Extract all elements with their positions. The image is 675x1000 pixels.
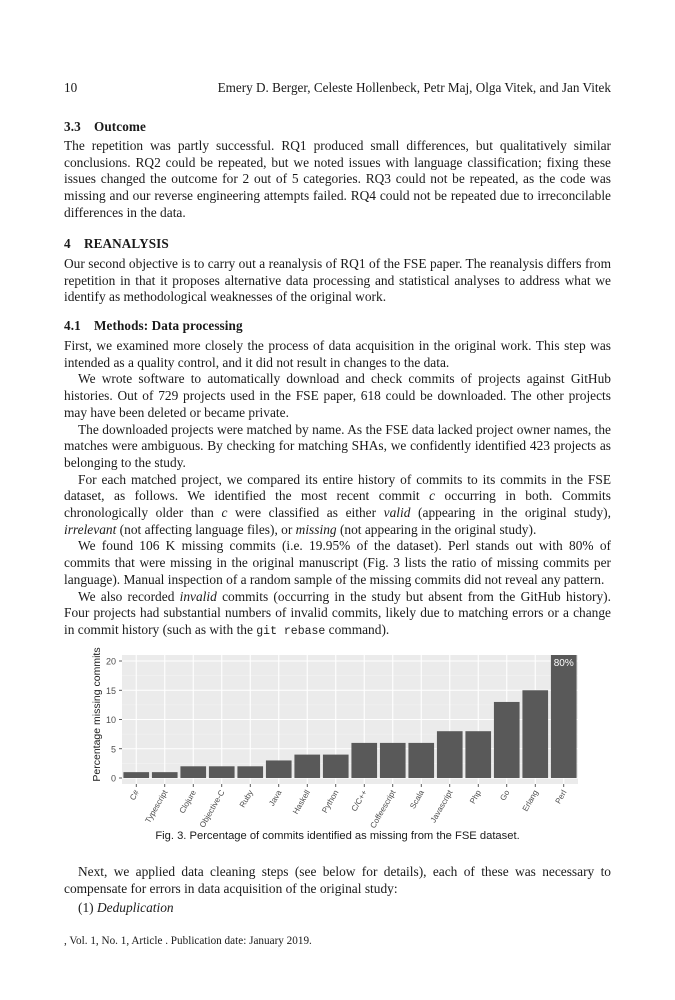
x-tick-label: Erlang (520, 788, 540, 814)
x-tick-label: Typescript (143, 788, 170, 825)
x-tick-label: Perl (553, 788, 569, 806)
y-axis-label: Percentage missing commits (91, 647, 103, 782)
bar (152, 772, 178, 778)
x-tick-label: Coffeescript (368, 788, 398, 830)
x-tick-label: C/C++ (349, 788, 369, 814)
paragraph: For each matched project, we compared its entire history of commits to its commits in the FSE dataset, as follows. We identified the most recent commit c occurring in both. Commits chronologically older than c were classified as either valid (appearing in the original study), irrelevant (not affecting language files), or missing (not appearing in the original study). (64, 471, 611, 537)
paragraph: We wrote software to automatically download and check commits of projects against GitHub histories. Out of 729 projects used in the FSE paper, 618 could be downloaded. The other projects may have been deleted or became private. (64, 371, 611, 420)
figure-caption: Fig. 3. Percentage of commits identified as missing from the FSE dataset. (155, 830, 520, 842)
y-tick-label: 0 (110, 773, 116, 784)
bar (465, 731, 491, 778)
section-methods-data-processing (64, 318, 611, 641)
page-number: 10 (64, 80, 78, 95)
bar (209, 766, 235, 778)
section-heading: 4.1 Methods: Data processing (64, 318, 243, 333)
paragraph: We found 106 K missing commits (i.e. 19.95% of the dataset). Perl stands out with 80% of commits that were missing in the original manuscript (Fig. 3 lists the ratio of missing commits per language). Manual inspection of a random sample of the missing commits did not reveal any pattern. (64, 538, 611, 587)
bar (551, 655, 577, 778)
paragraph: We also recorded invalid commits (occurring in the study but absent from the GitHub history). Four projects had substantial numbers of invalid commits, likely due to matching errors or a change in commit history (such as with the git rebase command). (64, 588, 611, 638)
paragraph: The repetition was partly successful. RQ1 produced small differences, but qualitatively similar conclusions. RQ2 could be repeated, but we noted issues with language classification; fixing these issues changed the outcome for 2 out of 5 categories. RQ3 could not be repeated, as the code was missing and our reverse engineering attempts failed. RQ4 could not be repeated due to irreconcilable differences in the data. (64, 138, 611, 220)
y-tick-label: 5 (110, 744, 116, 755)
x-tick-label: Clojure (177, 788, 198, 815)
paragraph: Our second objective is to carry out a reanalysis of RQ1 of the FSE paper. The reanalysis differs from repetition in that it proposes alternative data processing and statistical analyses to address what we identify as methodological weaknesses of the original work. (64, 256, 611, 305)
paragraph: Next, we applied data cleaning steps (see below for details), each of these was necessary to compensate for errors in data acquisition of the original study: (64, 864, 611, 896)
x-tick-label: Javascript (428, 788, 455, 825)
figure-missing-commits-chart (85, 645, 585, 830)
x-tick-label: Php (468, 788, 483, 806)
x-tick-label: Haskell (291, 788, 312, 816)
paragraph: The downloaded projects were matched by name. As the FSE data lacked project owner names, the matches were ambiguous. By checking for matching SHAs, we confidently identified 423 projects as belonging to the study. (64, 421, 611, 470)
bar (351, 743, 377, 778)
y-tick-label: 15 (105, 685, 116, 696)
bar (237, 766, 263, 778)
bar-chart (85, 645, 585, 830)
bar (123, 772, 149, 778)
bar (522, 690, 548, 778)
y-tick-label: 10 (105, 715, 116, 725)
x-tick-label: Go (498, 788, 512, 803)
section-heading: 4 REANALYSIS (64, 236, 169, 251)
x-tick-label: Scala (408, 788, 426, 811)
bar (323, 755, 349, 778)
x-tick-label: Java (267, 788, 284, 808)
x-tick-label: C# (128, 788, 141, 802)
bar (180, 766, 206, 778)
x-tick-label: Objective-C (197, 788, 227, 830)
section-reanalysis (64, 236, 611, 306)
bar (380, 743, 406, 778)
x-tick-label: Ruby (237, 788, 255, 810)
y-tick-label: 20 (105, 656, 116, 667)
code-snippet: git rebase (256, 624, 326, 638)
bar (494, 702, 520, 778)
bar (266, 760, 292, 778)
author-list: Emery D. Berger, Celeste Hollenbeck, Petr Maj, Olga Vitek, and Jan Vitek (217, 80, 611, 95)
section-after-figure (64, 864, 611, 917)
x-tick-label: Python (320, 788, 341, 815)
list-item: (1) Deduplication (78, 900, 174, 916)
bar (294, 755, 320, 778)
bar (408, 743, 434, 778)
bar-annotation: 80% (553, 658, 574, 669)
section-outcome (64, 119, 611, 222)
running-head (64, 80, 611, 100)
section-heading: 3.3 Outcome (64, 119, 146, 134)
paragraph: First, we examined more closely the process of data acquisition in the original work. This step was intended as a quality control, and it did not result in changes to the data. (64, 338, 611, 370)
bar (437, 731, 463, 778)
page-footer: , Vol. 1, No. 1, Article . Publication date: January 2019. (64, 935, 312, 947)
